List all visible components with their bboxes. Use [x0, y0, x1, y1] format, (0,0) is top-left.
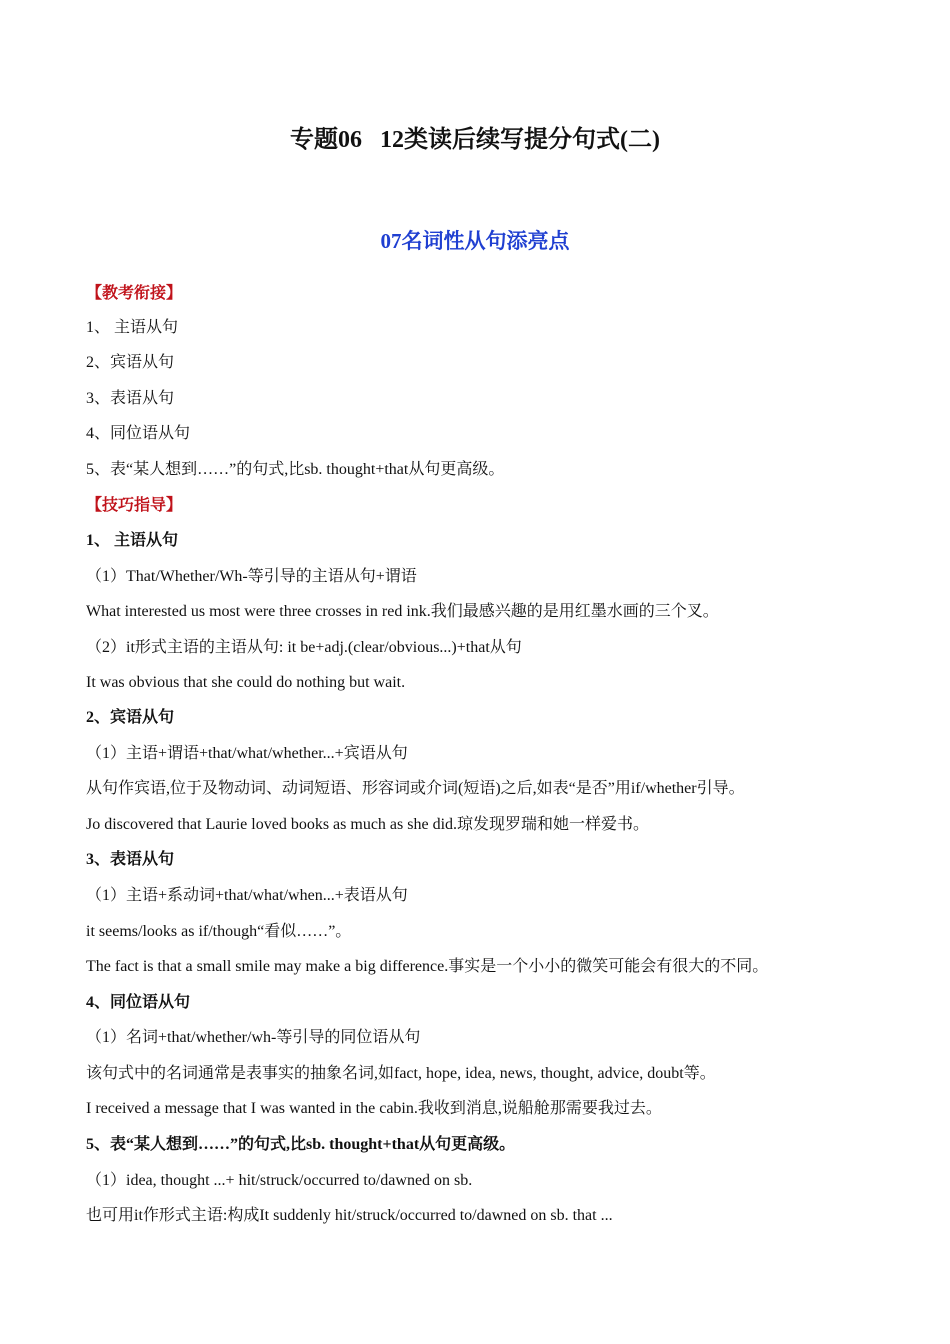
predicative-clause-heading: 3、表语从句: [86, 851, 175, 868]
overview-item-5: 5、表“某人想到……”的句式,比sb. thought+that从句更高级。: [86, 461, 505, 478]
section-title: 07名词性从句添亮点: [380, 229, 570, 253]
appositive-clause-point-1: （1）名词+that/whether/wh-等引导的同位语从句: [86, 1029, 421, 1046]
object-clause-example-1: Jo discovered that Laurie loved books as much as she did.琼发现罗瑞和她一样爱书。: [86, 816, 650, 833]
object-clause-note: 从句作宾语,位于及物动词、动词短语、形容词或介词(短语)之后,如表“是否”用if/whether引导。: [86, 780, 745, 797]
overview-item-3: 3、表语从句: [86, 390, 175, 407]
object-clause-heading: 2、宾语从句: [86, 709, 175, 726]
overview-item-4: 4、同位语从句: [86, 425, 191, 442]
appositive-clause-example-1: I received a message that I was wanted in the cabin.我收到消息,说船舱那需要我过去。: [86, 1100, 662, 1117]
thought-pattern-point-1: （1）idea, thought ...+ hit/struck/occurred to/dawned on sb.: [86, 1172, 473, 1189]
thought-pattern-heading: 5、表“某人想到……”的句式,比sb. thought+that从句更高级。: [86, 1136, 516, 1153]
overview-item-2: 2、宾语从句: [86, 354, 175, 371]
overview-item-1: 1、 主语从句: [86, 319, 179, 336]
appositive-clause-heading: 4、同位语从句: [86, 994, 191, 1011]
object-clause-point-1: （1）主语+谓语+that/what/whether...+宾语从句: [86, 745, 408, 762]
thought-pattern-note: 也可用it作形式主语:构成It suddenly hit/struck/occurred to/dawned on sb. that ...: [86, 1207, 613, 1224]
subject-clause-example-1: What interested us most were three crosses in red ink.我们最感兴趣的是用红墨水画的三个叉。: [86, 603, 719, 620]
page-title: 专题06 12类读后续写提分句式(二): [290, 127, 660, 153]
predicative-clause-example-1: The fact is that a small smile may make a big difference.事实是一个小小的微笑可能会有很大的不同。: [86, 958, 769, 975]
predicative-clause-point-1: （1）主语+系动词+that/what/when...+表语从句: [86, 887, 408, 904]
tag-skill-guide: 【技巧指导】: [86, 497, 183, 514]
subject-clause-point-1: （1）That/Whether/Wh-等引导的主语从句+谓语: [86, 568, 417, 585]
predicative-clause-note: it seems/looks as if/though“看似……”。: [86, 923, 352, 940]
appositive-clause-note: 该句式中的名词通常是表事实的抽象名词,如fact, hope, idea, news, thought, advice, doubt等。: [86, 1065, 716, 1082]
tag-teaching-link: 【教考衔接】: [86, 285, 183, 302]
subject-clause-heading: 1、 主语从句: [86, 532, 179, 549]
subject-clause-point-2: （2）it形式主语的主语从句: it be+adj.(clear/obvious...)+that从句: [86, 639, 522, 656]
subject-clause-example-2: It was obvious that she could do nothing but wait.: [86, 674, 406, 691]
